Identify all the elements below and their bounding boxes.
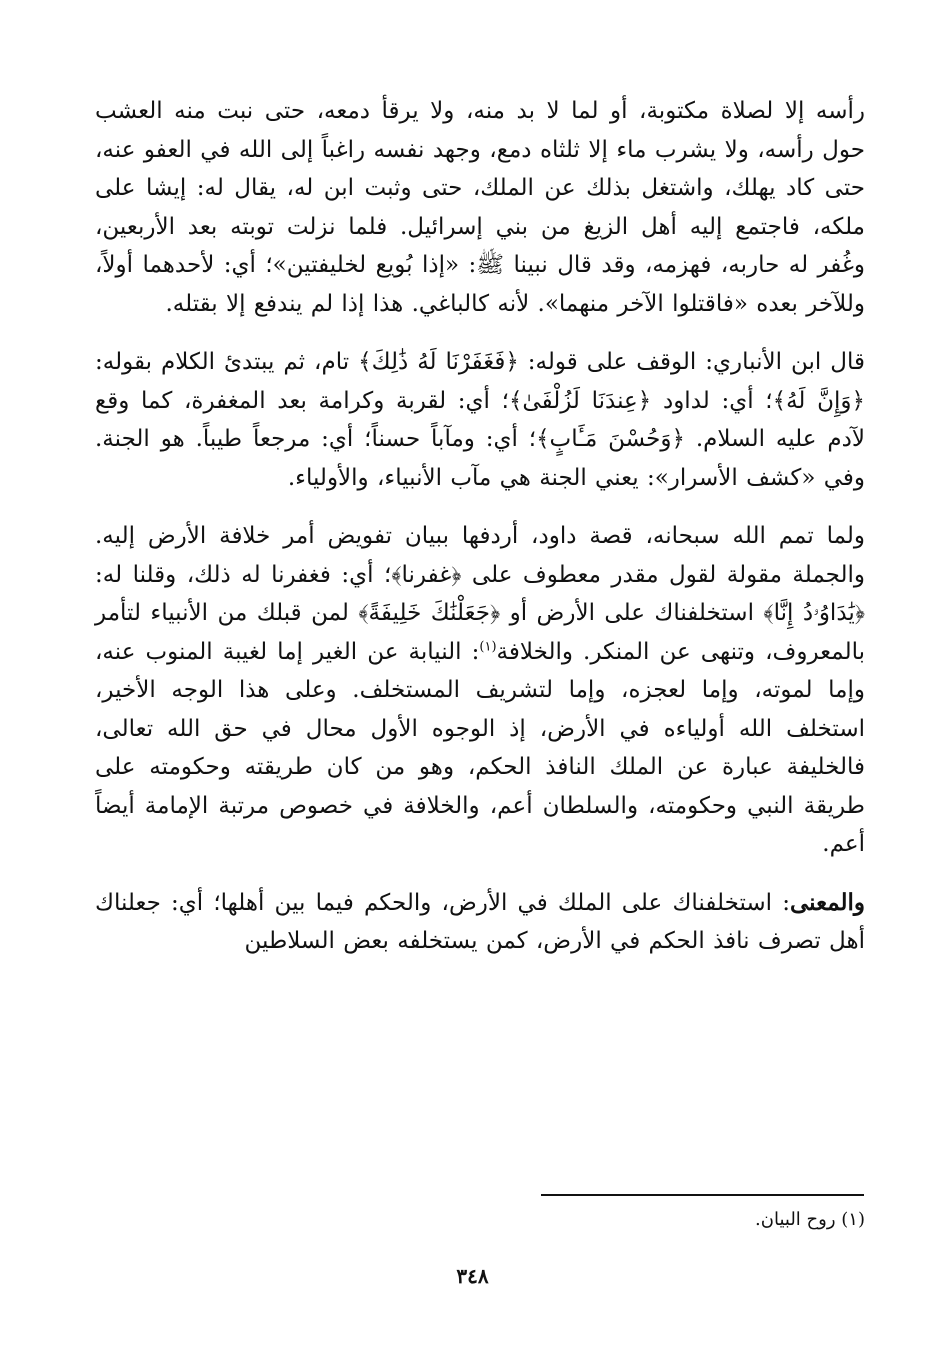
paragraph-3 [95,517,865,864]
paragraph-1 [95,92,865,323]
paragraph-2-text: قال ابن الأنباري: الوقف على قوله: ﴿فَغَفَرْنَا لَهُ ذَٰلِكَ﴾ تام، ثم يبتدئ الكلام بقوله: ﴿وَإِنَّ لَهُ﴾؛ أي: لداود ﴿عِندَنَا لَزُلْفَىٰ﴾؛ أي: لقربة وكرامة بعد المغفرة، كما وقع لآدم عليه السلام. ﴿وَحُسْنَ مَـَٔابٍ﴾؛ أي: ومآباً حسناً؛ أي: مرجعاً طيباً. هو الجنة. وفي «كشف الأسرار»: يعني الجنة هي مآب الأنبياء، والأولياء. [95,349,865,491]
paragraph-4-lead: والمعنى [789,888,865,916]
footnote-text: روح البيان. [755,1209,836,1230]
paragraph-1-text: رأسه إلا لصلاة مكتوبة، أو لما لا بد منه، ولا يرقأ دمعه، حتى نبت منه العشب حول رأسه، ولا يشرب ماء إلا ثلثاه دمع، وجهد نفسه راغباً إلى الله في العفو عنه، حتى كاد يهلك، واشتغل بذلك عن الملك، حتى وثبت ابن له، يقال له: إيشا على ملكه، فاجتمع إليه أهل الزيغ من بني إسرائيل. فلما نزلت توبته بعد الأربعين، وغُفر له حاربه، فهزمه، وقد قال نبينا ﷺ: «إذا بُويع لخليفتين»؛ أي: لأحدهما أولاً، وللآخر بعده «فاقتلوا الآخر منهما». لأنه كالباغي. هذا إذا لم يندفع إلا بقتله. [95,98,865,317]
footnote-divider [541,1194,864,1196]
paragraph-3-text: ولما تمم الله سبحانه، قصة داود، أردفها ببيان تفويض أمر خلافة الأرض إليه. والجملة مقولة لقول مقدر معطوف على ﴿غفرنا﴾؛ أي: فغفرنا له ذلك، وقلنا له: ﴿يَٰدَاوُۥدُ إِنَّا﴾ استخلفناك على الأرض أو ﴿جَعَلْنَٰكَ خَلِيفَةً﴾ لمن قبلك من الأنبياء لتأمر بالمعروف، وتنهى عن المنكر. والخلافة [95,523,865,665]
main-text-block [95,92,865,961]
page-number: ٣٤٨ [456,1264,489,1288]
paragraph-2 [95,343,865,497]
footnote-marker: (١) [841,1209,865,1230]
footnote-reference[interactable]: (١) [479,638,497,654]
paragraph-4 [95,884,865,961]
paragraph-4-text: : استخلفناك على الملك في الأرض، والحكم فيما بين أهلها؛ أي: جعلناك أهل تصرف نافذ الحكم في الأرض، كمن يستخلفه بعض السلاطين [95,889,865,954]
paragraph-3-text-continued: : النيابة عن الغير إما لغيبة المنوب عنه، وإما لموته، وإما لعجزه، وإما لتشريف المستخلف. وعلى هذا الوجه الأخير، استخلف الله أولياءه في الأرض، إذ الوجوه الأول محال في حق الله تعالى، فالخليفة عبارة عن الملك النافذ الحكم، وهو من كان طريقته وحكومته على طريقة النبي وحكومته، والسلطان أعم، والخلافة في خصوص مرتبة الإمامة أيضاً أعم. [95,638,865,857]
footnote [365,1206,865,1234]
